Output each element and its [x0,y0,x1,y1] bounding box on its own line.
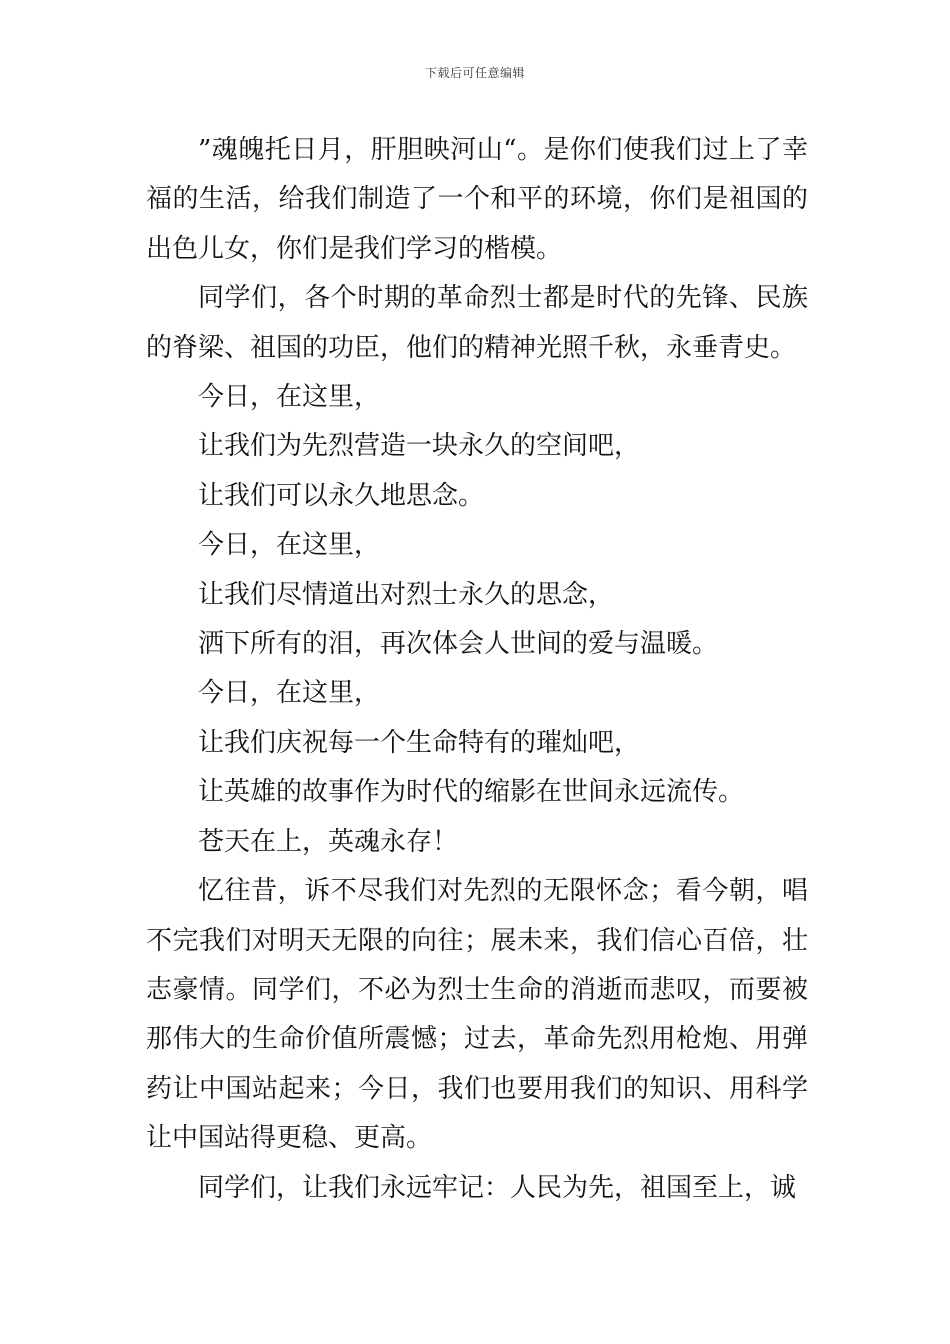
verse-line: 让我们可以永久地思念。 [198,480,485,511]
paragraph: 同学们，让我们永远牢记：人民为先，祖国至上，诚 [198,1172,797,1203]
verse-line: 苍天在上，英魂永存！ [198,826,459,857]
verse-line: 让我们为先烈营造一块永久的空间吧， [198,431,641,462]
verse-line: 今日，在这里， [198,678,381,709]
document-body [146,126,808,1213]
verse-line: 今日，在这里， [198,382,381,413]
verse-line: 让英雄的故事作为时代的缩影在世间永远流传。 [198,777,745,808]
verse-line: 今日，在这里， [198,530,381,561]
paragraph: 忆往昔，诉不尽我们对先烈的无限怀念；看今朝，唱不完我们对明天无限的向往；展未来，我们信心百倍，壮志豪情。同学们，不必为烈士生命的消逝而悲叹，而要被那伟大的生命价值所震憾；过去，革命先烈用枪炮、用弹药让中国站起来；今日，我们也要用我们的知识、用科学让中国站得更稳、更高。 [146,876,808,1154]
page-header: 下载后可任意编辑 [424,66,525,80]
verse-line: 让我们尽情道出对烈士永久的思念， [198,579,615,610]
paragraph: 同学们，各个时期的革命烈士都是时代的先锋、民族的脊梁、祖国的功臣，他们的精神光照千秋，永垂青史。 [146,283,808,363]
verse-line: 洒下所有的泪，再次体会人世间的爱与温暖。 [198,629,719,660]
verse-line: 让我们庆祝每一个生命特有的璀灿吧， [198,727,641,758]
paragraph: ”魂魄托日月，肝胆映河山“。是你们使我们过上了幸福的生活，给我们制造了一个和平的环境，你们是祖国的出色儿女，你们是我们学习的楷模。 [146,135,808,264]
